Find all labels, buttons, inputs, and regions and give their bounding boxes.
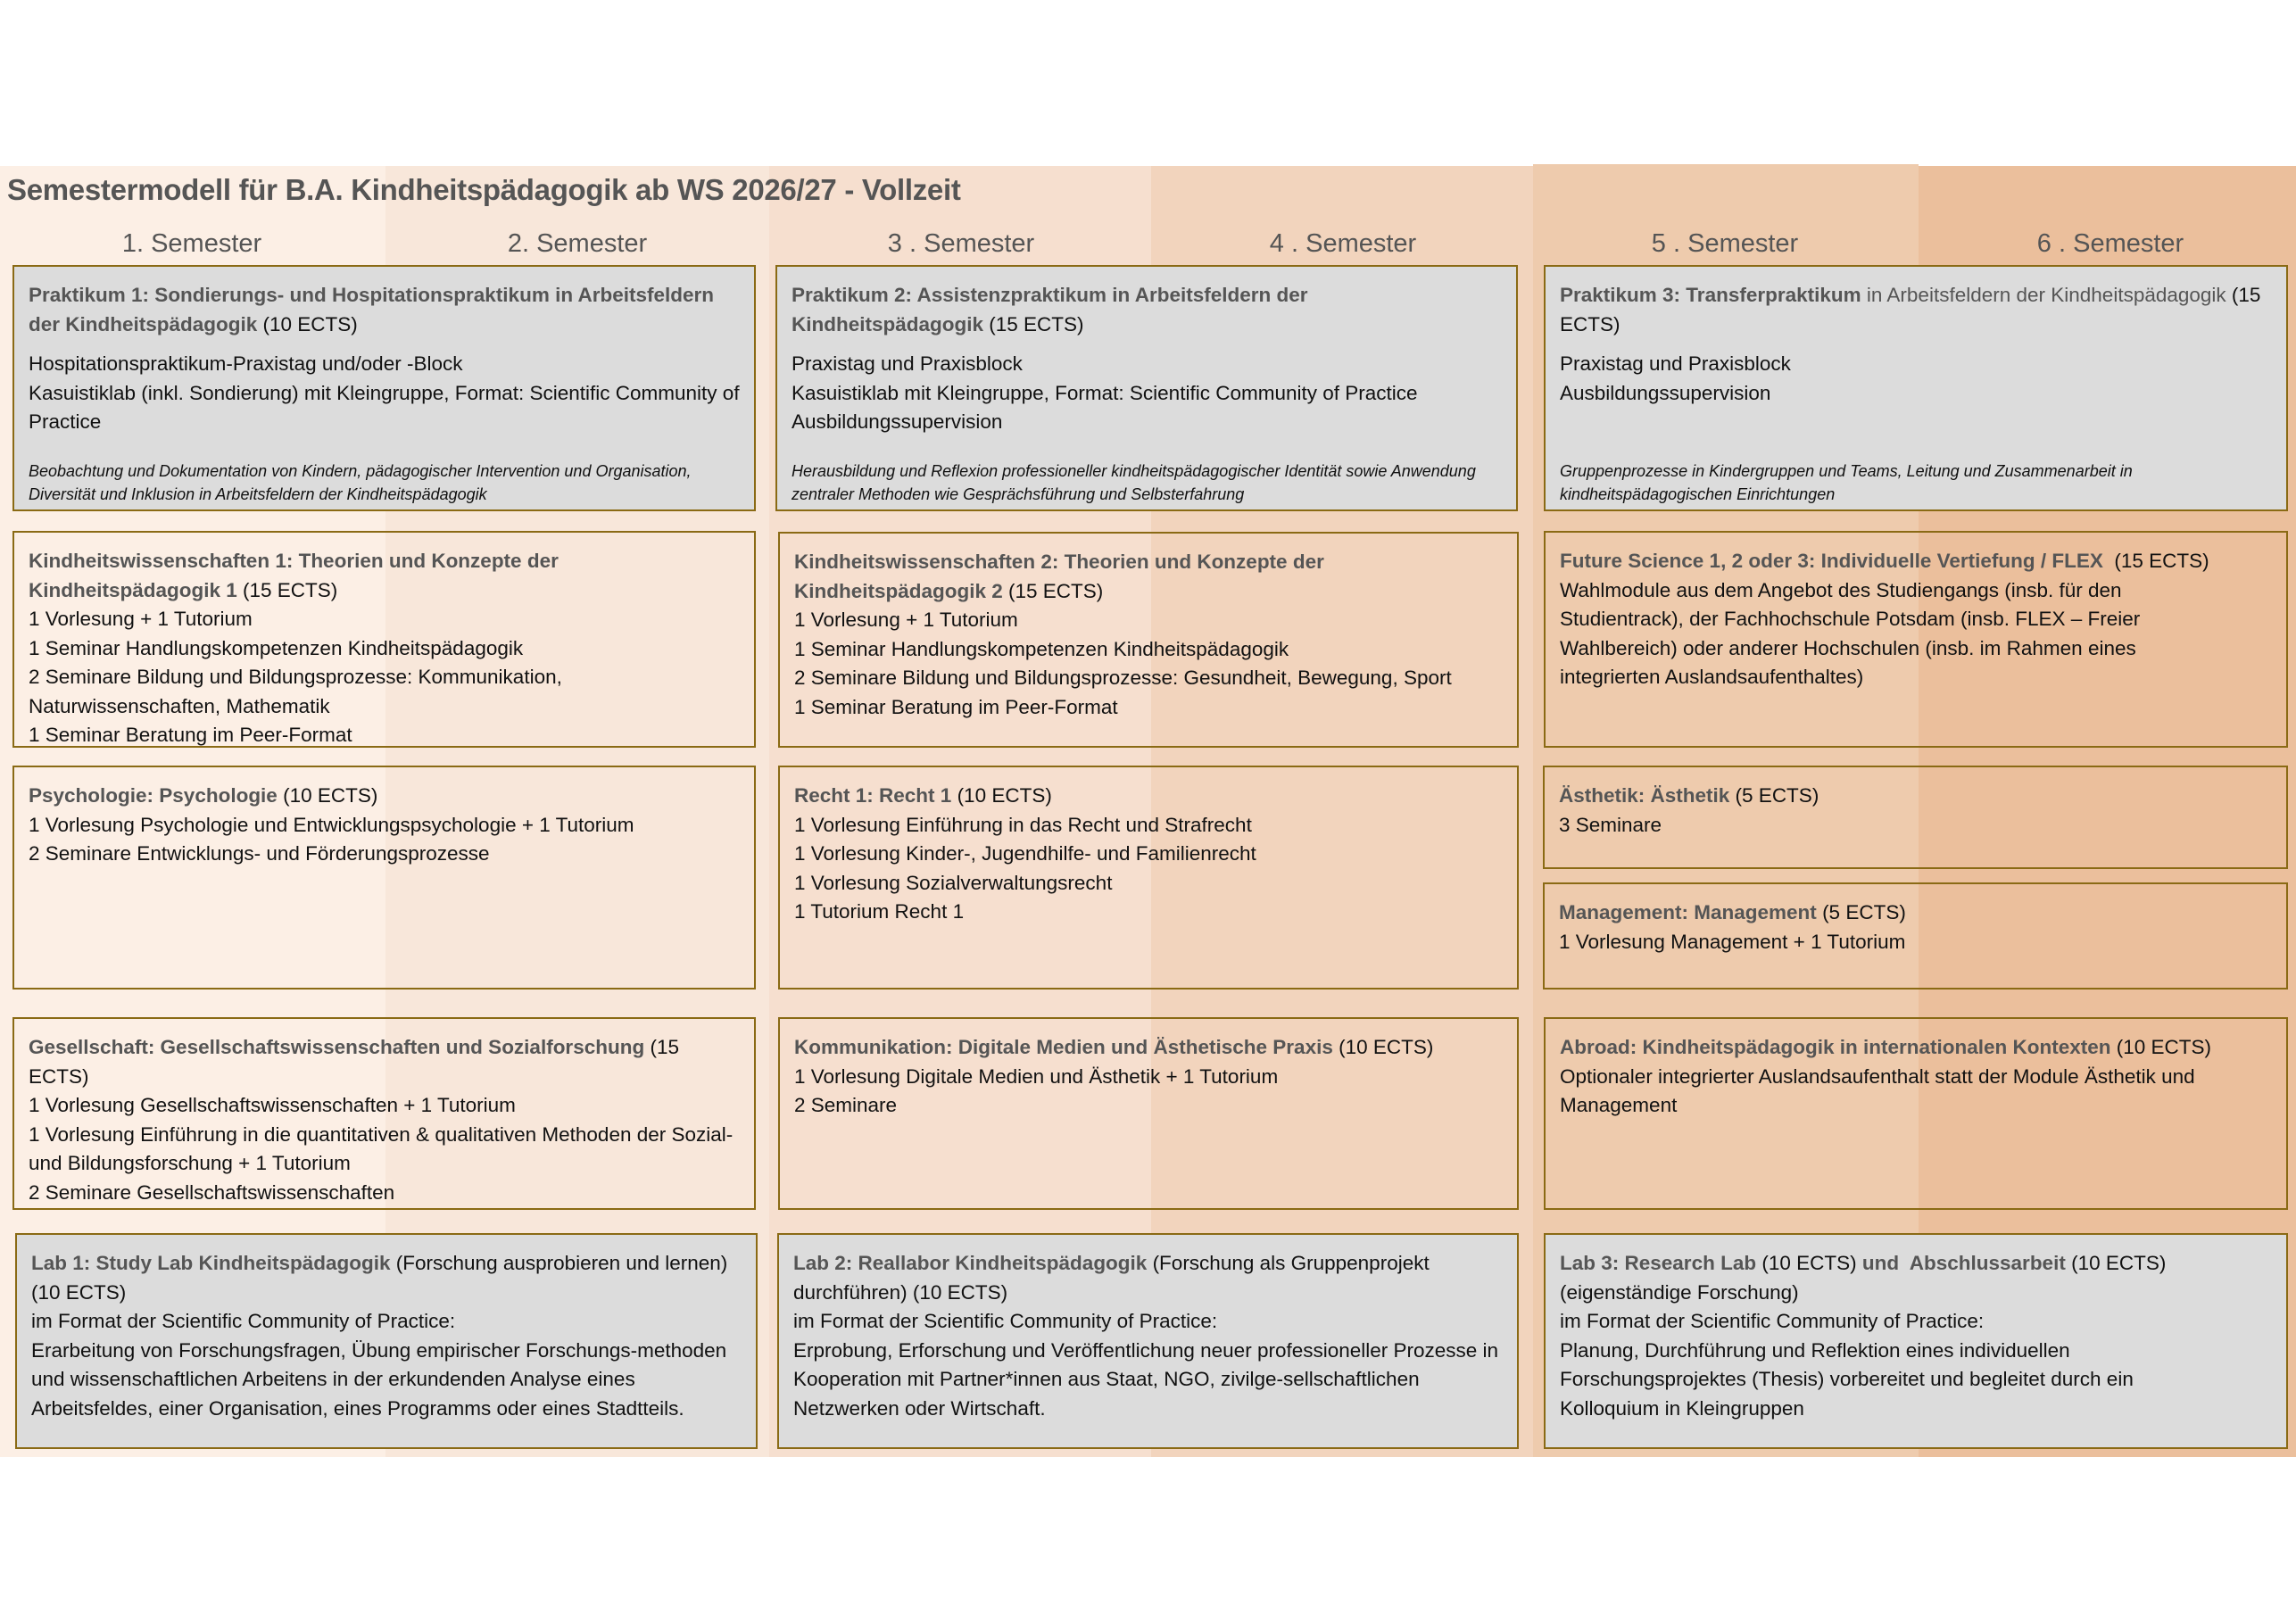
module-line: Ausbildungssupervision [1560,381,1771,404]
module-ects: (10 ECTS) [277,784,378,807]
module-line: Praxistag und Praxisblock [792,352,1023,375]
module-title: Future Science 1, 2 oder 3: Individuelle Vertiefung / FLEX [1560,550,2103,572]
module-lab-3 [1544,1233,2288,1449]
module-line: 1 Vorlesung Gesellschaftswissenschaften + 1 Tutorium [29,1094,516,1116]
module-line: 1 Vorlesung + 1 Tutorium [794,609,1018,631]
module-line: 2 Seminare Bildung und Bildungsprozesse: Kommunikation, Naturwissenschaften, Mathematik [29,666,562,717]
module-line: 3 Seminare [1559,813,1662,836]
module-title: Praktikum 3: Transferpraktikum [1560,284,1861,306]
module-line: 2 Seminare Bildung und Bildungsprozesse: Gesundheit, Bewegung, Sport [794,667,1452,689]
module-line: 1 Vorlesung Einführung in das Recht und Strafrecht [794,813,1252,836]
module-psychologie [12,766,756,990]
module-line: 1 Seminar Handlungskompetenzen Kindheitspädagogik [794,637,1289,660]
module-ects-2: (10 ECTS) [2065,1252,2167,1274]
module-ects: (Forschung als Gruppenprojekt durchführen) (10 ECTS) [793,1252,1430,1304]
semester-header-6: 6 . Semester [2036,229,2184,258]
module-line: 1 Vorlesung Kinder-, Jugendhilfe- und Familienrecht [794,842,1256,865]
module-title: Abroad: Kindheitspädagogik in internationalen Kontexten [1560,1036,2111,1058]
module-abroad [1544,1017,2288,1210]
module-ects: (Forschung ausprobieren und lernen) (10 ECTS) [31,1252,728,1304]
module-title: Recht 1: Recht 1 [794,784,952,807]
module-title-rest: in Arbeitsfeldern der Kindheitspädagogik [1861,284,2226,306]
semester-header-3: 3 . Semester [887,229,1035,258]
module-praktikum-3 [1544,265,2288,511]
module-title: Ästhetik: Ästhetik [1559,784,1730,807]
module-lab-2 [777,1233,1519,1449]
module-title: Kommunikation: Digitale Medien und Ästhetische Praxis [794,1036,1333,1058]
module-ects: (15 ECTS) [236,578,338,601]
module-ects: (5 ECTS) [1729,784,1819,807]
module-gesellschaft [12,1017,756,1210]
module-line: 2 Seminare Gesellschaftswissenschaften [29,1180,395,1204]
module-line: 1 Vorlesung Management + 1 Tutorium [1559,930,1906,953]
module-line: Ausbildungssupervision [792,410,1003,433]
module-note: Herausbildung und Reflexion professioneller kindheitspädagogischer Identität sowie Anwendung zentraler Methoden wie Gesprächsführung und Selbsterfahrung [792,462,1476,503]
module-kommunikation [778,1017,1519,1210]
module-title: Kindheitswissenschaften 1: Theorien und Konzepte der Kindheitspädagogik 1 [29,550,559,601]
module-ects: (10 ECTS) [2110,1036,2212,1058]
module-ects: (10 ECTS) [1332,1036,1434,1058]
module-note: Gruppenprozesse in Kindergruppen und Teams, Leitung und Zusammenarbeit in kindheitspädagogischen Einrichtungen [1560,462,2133,503]
module-title: Kindheitswissenschaften 2: Theorien und Konzepte der Kindheitspädagogik 2 [794,551,1324,602]
module-title: Management: Management [1559,901,1817,923]
module-aesthetik [1543,766,2288,869]
module-ects: (15 ECTS) [1560,284,2261,335]
module-line: Praxistag und Praxisblock [1560,352,1791,375]
module-praktikum-1 [12,265,756,511]
module-title: Praktikum 1: Sondierungs- und Hospitationspraktikum in Arbeitsfeldern der Kindheitspädagogik [29,284,715,335]
module-line: 1 Vorlesung + 1 Tutorium [29,608,253,630]
semester-header-4: 4 . Semester [1269,229,1417,258]
module-line: Hospitationspraktikum-Praxistag und/oder -Block [29,352,463,375]
module-future-science [1544,531,2288,748]
module-ects: (15 ECTS) [2102,550,2209,572]
module-line: 2 Seminare Entwicklungs- und Förderungsprozesse [29,842,490,865]
module-ects: (5 ECTS) [1816,901,1906,923]
module-title: Lab 3: Research Lab [1560,1252,1757,1274]
module-line: Kasuistiklab (inkl. Sondierung) mit Kleingruppe, Format: Scientific Community of Practice [29,381,740,433]
module-line: 1 Seminar Handlungskompetenzen Kindheitspädagogik [29,636,524,659]
module-line: 1 Seminar Beratung im Peer-Format [29,724,352,746]
module-line: 1 Vorlesung Psychologie und Entwicklungspsychologie + 1 Tutorium [29,813,634,836]
module-line: 2 Seminare [794,1094,898,1116]
module-title: Lab 2: Reallabor Kindheitspädagogik [793,1252,1148,1274]
page-title: Semestermodell für B.A. Kindheitspädagogik ab WS 2026/27 - Vollzeit [7,173,961,206]
module-title-2: und Abschlussarbeit [1861,1252,2066,1274]
module-management [1543,882,2288,990]
module-line: 1 Seminar Beratung im Peer-Format [794,695,1118,718]
module-line: im Format der Scientific Community of Practice: [31,1310,456,1332]
module-ects: (15 ECTS) [983,312,1084,335]
module-title: Praktikum 2: Assistenzpraktikum in Arbeitsfeldern der Kindheitspädagogik [792,284,1308,335]
module-ects: (15 ECTS) [1002,579,1104,602]
module-line: Erprobung, Erforschung und Veröffentlichung neuer professioneller Prozesse in Kooperation mit Partner*innen aus Staat, NGO, zivilge-sellschaftlichen Netzwerken oder Wirtschaft. [793,1338,1499,1420]
semester-header-5: 5 . Semester [1651,229,1799,258]
module-kindheitswissenschaften-1 [12,531,756,748]
module-line: 1 Vorlesung Einführung in die quantitativen & qualitativen Methoden der Sozial- und Bildungsforschung + 1 Tutorium [29,1122,734,1174]
module-title: Lab 1: Study Lab Kindheitspädagogik [31,1252,391,1274]
semester-header-2: 2. Semester [507,229,648,258]
module-kindheitswissenschaften-2 [778,532,1519,748]
module-line: Kasuistiklab mit Kleingruppe, Format: Scientific Community of Practice [792,381,1418,404]
module-line: Erarbeitung von Forschungsfragen, Übung empirischer Forschungs-methoden und wissenschaftlichen Arbeitens in der erkundenden Analyse eines Arbeitsfeldes, einer Organisation, eines Programms oder eines Stadtteils. [31,1338,727,1420]
module-line: Planung, Durchführung und Reflektion eines individuellen Forschungsprojektes (Thesis) vorbereitet und begleitet durch ein Kolloquium in Kleingruppen [1560,1338,2134,1420]
module-praktikum-2 [775,265,1518,511]
module-note: Beobachtung und Dokumentation von Kindern, pädagogischer Intervention und Organisation, Diversität und Inklusion in Arbeitsfeldern der Kindheitspädagogik [29,462,692,503]
module-ects: (10 ECTS) [1756,1252,1862,1274]
module-ects: (10 ECTS) [951,784,1052,807]
semester-header-1: 1. Semester [121,229,262,258]
module-recht [778,766,1519,990]
module-line: 1 Tutorium Recht 1 [794,900,965,923]
module-lab-1 [15,1233,758,1449]
module-line: Wahlmodule aus dem Angebot des Studiengangs (insb. für den Studientrack), der Fachhochschule Potsdam (insb. FLEX – Freier Wahlbereich) oder anderer Hochschulen (insb. im Rahmen eines integrierten Auslandsaufenthaltes) [1560,578,2141,688]
module-line: im Format der Scientific Community of Practice: [793,1310,1218,1332]
module-line: Optionaler integrierter Auslandsaufenthalt statt der Module Ästhetik und Management [1560,1064,2195,1116]
module-line: 1 Vorlesung Sozialverwaltungsrecht [794,871,1113,894]
module-line: 1 Vorlesung Digitale Medien und Ästhetik + 1 Tutorium [794,1064,1279,1088]
module-ects: (10 ECTS) [257,312,358,335]
module-title: Gesellschaft: Gesellschaftswissenschaften und Sozialforschung [29,1036,645,1058]
module-line: im Format der Scientific Community of Practice: [1560,1310,1985,1332]
module-line: (eigenständige Forschung) [1560,1280,1799,1304]
module-title: Psychologie: Psychologie [29,784,278,807]
module-ects: (15 ECTS) [29,1036,679,1088]
